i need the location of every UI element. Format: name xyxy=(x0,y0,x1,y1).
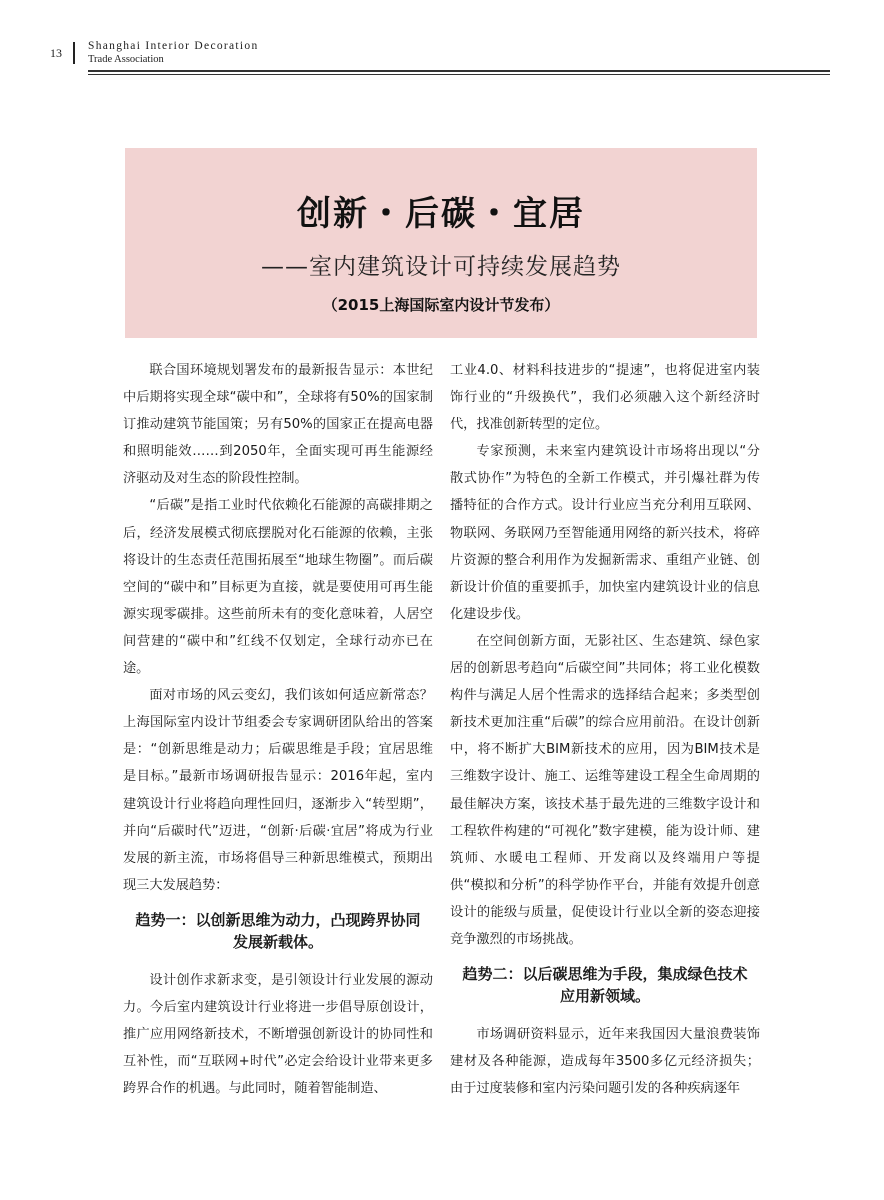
trend-heading-2-line2: 应用新领域。 xyxy=(559,987,650,1006)
association-name xyxy=(88,39,259,67)
paragraph: 市场调研资料显示，近年来我国因大量浪费装饰建材及各种能源，造成每年3500多亿元经济损失；由于过度装修和室内污染问题引发的各种疾病逐年 xyxy=(450,1027,760,1097)
header-rule-thick xyxy=(88,70,830,72)
main-title: 创新・后碳・宜居 xyxy=(297,194,585,234)
left-column xyxy=(123,357,433,1102)
paragraph: 在空间创新方面，无影社区、生态建筑、绿色家居的创新思考趋向“后碳空间”共同体；将工业化模数构件与满足人居个性需求的选择结合起来；多类型创新技术更加注重“后碳”的综合应用前沿。在设计创新中，将不断扩大BIM新技术的应用，因为BIM技术是三维数字设计、施工、运维等建设工程全生命周期的最佳解决方案，该技术基于最先进的三维数字设计和工程软件构建的“可视化”数字建模，能为设计师、建筑师、水暖电工程师、开发商以及终端用户等提供“模拟和分析”的科学协作平台，并能有效提升创意设计的能级与质量，促使设计行业以全新的姿态迎接竞争激烈的市场挑战。 xyxy=(450,633,760,947)
trend-heading-1-line1: 趋势一：以创新思维为动力，凸现跨界协同 xyxy=(135,910,421,929)
page-number: 13 xyxy=(50,46,62,60)
header-rule-thin xyxy=(88,74,830,75)
subtitle: ——室内建筑设计可持续发展趋势 xyxy=(261,254,621,280)
association-name-line1: Shanghai Interior Decoration xyxy=(88,40,259,52)
paragraph-continued: 工业4.0、材料科技进步的“提速”，也将促进室内装饰行业的“升级换代”，我们必须融入这个新经济时代，找准创新转型的定位。 xyxy=(450,363,760,433)
paragraph: 联合国环境规划署发布的最新报告显示：本世纪中后期将实现全球“碳中和”，全球将有50%的国家制订推动建筑节能国策；另有50%的国家正在提高电器和照明能效……到2050年，全面实现可再生能源经济驱动及对生态的阶段性控制。 xyxy=(123,363,433,487)
header-separator xyxy=(73,42,75,64)
trend-heading-2 xyxy=(450,963,760,1007)
title-box xyxy=(125,148,757,338)
release-note: （2015上海国际室内设计节发布） xyxy=(322,296,560,314)
trend-heading-1-line2: 发展新载体。 xyxy=(232,932,323,951)
page-header xyxy=(0,0,884,80)
paragraph: 面对市场的风云变幻，我们该如何适应新常态？上海国际室内设计节组委会专家调研团队给出的答案是：“创新思维是动力；后碳思维是手段；宜居思维是目标。”最新市场调研报告显示：2016年起，室内建筑设计行业将趋向理性回归，逐渐步入“转型期”，并向“后碳时代”迈进，“创新·后碳·宜居”将成为行业发展的新主流，市场将倡导三种新思维模式，预期出现三大发展趋势： xyxy=(123,688,433,893)
paragraph: 专家预测，未来室内建筑设计市场将出现以“分散式协作”为特色的全新工作模式，并引爆社群为传播特征的合作方式。设计行业应当充分利用互联网、物联网、务联网乃至智能通用网络的新兴技术，将碎片资源的整合利用作为发掘新需求、重组产业链、创新设计价值的重要抓手，加快室内建筑设计业的信息化建设步伐。 xyxy=(450,444,760,622)
paragraph: 设计创作求新求变，是引领设计行业发展的源动力。今后室内建筑设计行业将进一步倡导原创设计，推广应用网络新技术，不断增强创新设计的协同性和互补性，而“互联网+时代”必定会给设计业带来更多跨界合作的机遇。与此同时，随着智能制造、 xyxy=(123,972,433,1097)
paragraph: “后碳”是指工业时代依赖化石能源的高碳排期之后，经济发展模式彻底摆脱对化石能源的依赖，主张将设计的生态责任范围拓展至“地球生物圈”。而后碳空间的“碳中和”目标更为直接，就是要使用可再生能源实现零碳排。这些前所未有的变化意味着，人居空间营建的“碳中和”红线不仅划定，全球行动亦已在途。 xyxy=(123,498,433,677)
association-name-line2: Trade Association xyxy=(88,54,164,65)
trend-heading-2-line1: 趋势二：以后碳思维为手段，集成绿色技术 xyxy=(462,965,748,984)
trend-heading-1 xyxy=(123,909,433,953)
right-column xyxy=(450,357,760,1102)
